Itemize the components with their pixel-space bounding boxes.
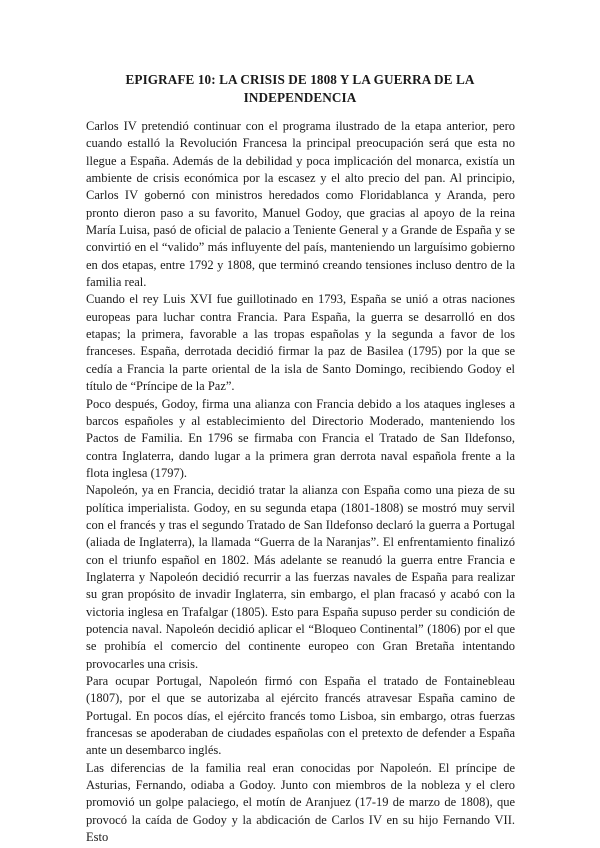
document-body (86, 118, 515, 846)
document-title: EPIGRAFE 10: LA CRISIS DE 1808 Y LA GUERRA DE LA INDEPENDENCIA (125, 72, 475, 105)
paragraph: Carlos IV pretendió continuar con el programa ilustrado de la etapa anterior, pero cuando estalló la Revolución Francesa la principal preocupación será que esta no llegue a España. Además de la debilidad y poca implicación del monarca, existía un ambiente de crisis económica por la escasez y el alto precio del pan. Al principio, Carlos IV gobernó con ministros heredados como Floridablanca y Aranda, pero pronto dieron paso a su favorito, Manuel Godoy, que gracias al apoyo de la reina María Luisa, pasó de oficial de palacio a Teniente General y a Grande de España y se convirtió en el “valido” más influyente del país, manteniendo un larguísimo gobierno en dos etapas, entre 1792 y 1808, que terminó creando tensiones incluso dentro de la familia real. (86, 119, 515, 290)
paragraph: Las diferencias de la familia real eran conocidas por Napoleón. El príncipe de Asturias, Fernando, odiaba a Godoy. Junto con miembros de la nobleza y el clero promovió un golpe palaciego, el motín de Aranjuez (17-19 de marzo de 1808), que provocó la caída de Godoy y la abdicación de Carlos IV en su hijo Fernando VII. Esto (86, 760, 515, 845)
paragraph: Napoleón, ya en Francia, decidió tratar la alianza con España como una pieza de su política imperialista. Godoy, en su segunda etapa (1801-1808) se mostró muy servil con el francés y tras el segundo Tratado de San Ildefonso declaró la guerra a Portugal (aliada de Inglaterra), la llamada “Guerra de la Naranjas”. El enfrentamiento finalizó con el triunfo español en 1802. Más adelante se reanudó la guerra entre Francia e Inglaterra y Napoleón decidió recurrir a las fuerzas navales de España para realizar su gran propósito de invadir Inglaterra, sin embargo, el plan fracasó y acabó con la victoria inglesa en Trafalgar (1805). Esto para España supuso perder su condición de potencia naval. Napoleón decidió aplicar el “Bloqueo Continental” (1806) por el que se prohibía el comercio del continente europeo con Gran Bretaña intentando provocarles una crisis. (86, 483, 515, 671)
paragraph: Para ocupar Portugal, Napoleón firmó con España el tratado de Fontainebleau (1807), por el que se autorizaba al ejército francés atravesar España camino de Portugal. En pocos días, el ejército francés tomo Lisboa, sin embargo, otras fuerzas francesas se apoderaban de ciudades españolas con el pretexto de defender a España ante un desembarco inglés. (86, 674, 515, 758)
paragraph: Poco después, Godoy, firma una alianza con Francia debido a los ataques ingleses a barcos españoles y al establecimiento del Directorio Moderado, manteniendo los Pactos de Familia. En 1796 se firmaba con Francia el Tratado de San Ildefonso, contra Inglaterra, dando lugar a la primera gran derrota naval española frente a la flota inglesa (1797). (86, 396, 515, 480)
paragraph: Cuando el rey Luis XVI fue guillotinado en 1793, España se unió a otras naciones europeas para luchar contra Francia. Para España, la guerra se desarrolló en dos etapas; la primera, favorable a las tropas españolas y la segunda a favor de los franceses. España, derrotada decidió firmar la paz de Basilea (1795) por la que se cedía a Francia la parte oriental de la isla de Santo Domingo, recibiendo Godoy el título de “Príncipe de la Paz”. (86, 292, 515, 394)
